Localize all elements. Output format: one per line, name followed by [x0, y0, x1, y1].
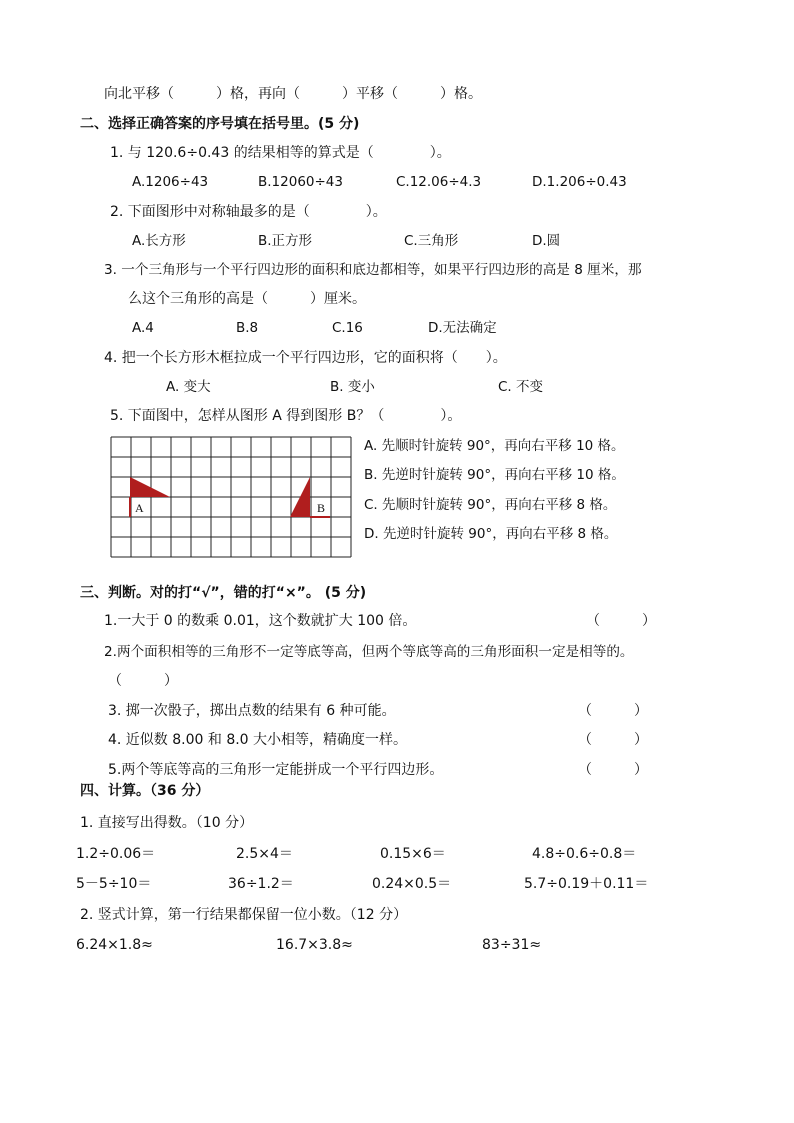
calc-row3-item3: 83÷31≈: [482, 937, 542, 953]
section2-title: 二、选择正确答案的序号填在括号里。(5 分): [80, 116, 360, 132]
calc-row2-item4: 5.7÷0.19＋0.11＝: [524, 876, 649, 892]
q5-option-b: B. 先逆时针旋转 90°，再向右平移 10 格。: [364, 467, 625, 483]
q1-option-d: D.1.206÷0.43: [532, 174, 627, 190]
judge-paren-4[interactable]: （ ）: [578, 732, 648, 748]
section4-title: 四、计算。（36 分）: [80, 783, 210, 799]
judge-paren-1[interactable]: （ ）: [586, 613, 656, 629]
top-line: 向北平移（ ）格，再向（ ）平移（ ）格。: [104, 86, 482, 102]
q5-stem: 5. 下面图中，怎样从图形 A 得到图形 B？（ ）。: [110, 408, 462, 424]
q1-option-b: B.12060÷43: [258, 174, 343, 190]
judge-item-4: 4. 近似数 8.00 和 8.0 大小相等，精确度一样。: [108, 732, 408, 748]
q5-option-a: A. 先顺时针旋转 90°，再向右平移 10 格。: [364, 438, 625, 454]
rotation-grid-figure: [110, 436, 352, 560]
q1-stem: 1. 与 120.6÷0.43 的结果相等的算式是（ ）。: [110, 145, 451, 161]
judge-paren-5[interactable]: （ ）: [578, 762, 648, 778]
judge-item-1: 1.一大于 0 的数乘 0.01，这个数就扩大 100 倍。: [104, 613, 417, 629]
q4-option-a: A. 变大: [166, 379, 211, 395]
q3-stem-line2: 么这个三角形的高是（ ）厘米。: [128, 291, 366, 307]
calc-row1-item3: 0.15×6＝: [380, 846, 446, 862]
judge-item-5: 5.两个等底等高的三角形一定能拼成一个平行四边形。: [108, 762, 444, 778]
q4-option-c: C. 不变: [498, 379, 544, 395]
calc-sub1: 1. 直接写出得数。（10 分）: [80, 815, 254, 831]
calc-row1-item4: 4.8÷0.6÷0.8＝: [532, 846, 637, 862]
q3-option-b: B.8: [236, 320, 259, 336]
calc-row3-item1: 6.24×1.8≈: [76, 937, 153, 953]
q1-option-a: A.1206÷43: [132, 174, 209, 190]
q3-option-d: D.无法确定: [428, 320, 497, 336]
q3-option-a: A.4: [132, 320, 154, 336]
q2-option-b: B.正方形: [258, 233, 313, 249]
calc-sub2: 2. 竖式计算，第一行结果都保留一位小数。（12 分）: [80, 907, 408, 923]
calc-row1-item1: 1.2÷0.06＝: [76, 846, 156, 862]
q1-option-c: C.12.06÷4.3: [396, 174, 482, 190]
calc-row2-item2: 36÷1.2＝: [228, 876, 294, 892]
q4-option-b: B. 变小: [330, 379, 375, 395]
shape-a-triangle: [130, 477, 170, 497]
q5-option-d: D. 先逆时针旋转 90°，再向右平移 8 格。: [364, 526, 618, 542]
q4-stem: 4. 把一个长方形木框拉成一个平行四边形，它的面积将（ ）。: [104, 350, 507, 366]
q2-option-a: A.长方形: [132, 233, 186, 249]
section3-title: 三、判断。对的打“√”，错的打“×”。 (5 分): [80, 585, 367, 601]
q3-option-c: C.16: [332, 320, 363, 336]
q2-stem: 2. 下面图形中对称轴最多的是（ ）。: [110, 204, 387, 220]
label-a: A: [135, 501, 144, 515]
q2-option-d: D.圆: [532, 233, 561, 249]
judge-paren-2[interactable]: （ ）: [108, 673, 178, 689]
q2-option-c: C.三角形: [404, 233, 459, 249]
calc-row3-item2: 16.7×3.8≈: [276, 937, 353, 953]
judge-paren-3[interactable]: （ ）: [578, 703, 648, 719]
q5-option-c: C. 先顺时针旋转 90°，再向右平移 8 格。: [364, 497, 617, 513]
judge-item-2: 2.两个面积相等的三角形不一定等底等高，但两个等底等高的三角形面积一定是相等的。: [104, 644, 634, 660]
calc-row2-item1: 5－5÷10＝: [76, 876, 152, 892]
q3-stem-line1: 3. 一个三角形与一个平行四边形的面积和底边都相等，如果平行四边形的高是 8 厘米，那: [104, 262, 642, 278]
judge-item-3: 3. 掷一次骰子，掷出点数的结果有 6 种可能。: [108, 703, 396, 719]
calc-row1-item2: 2.5×4＝: [236, 846, 293, 862]
calc-row2-item3: 0.24×0.5＝: [372, 876, 452, 892]
label-b: B: [317, 501, 326, 515]
